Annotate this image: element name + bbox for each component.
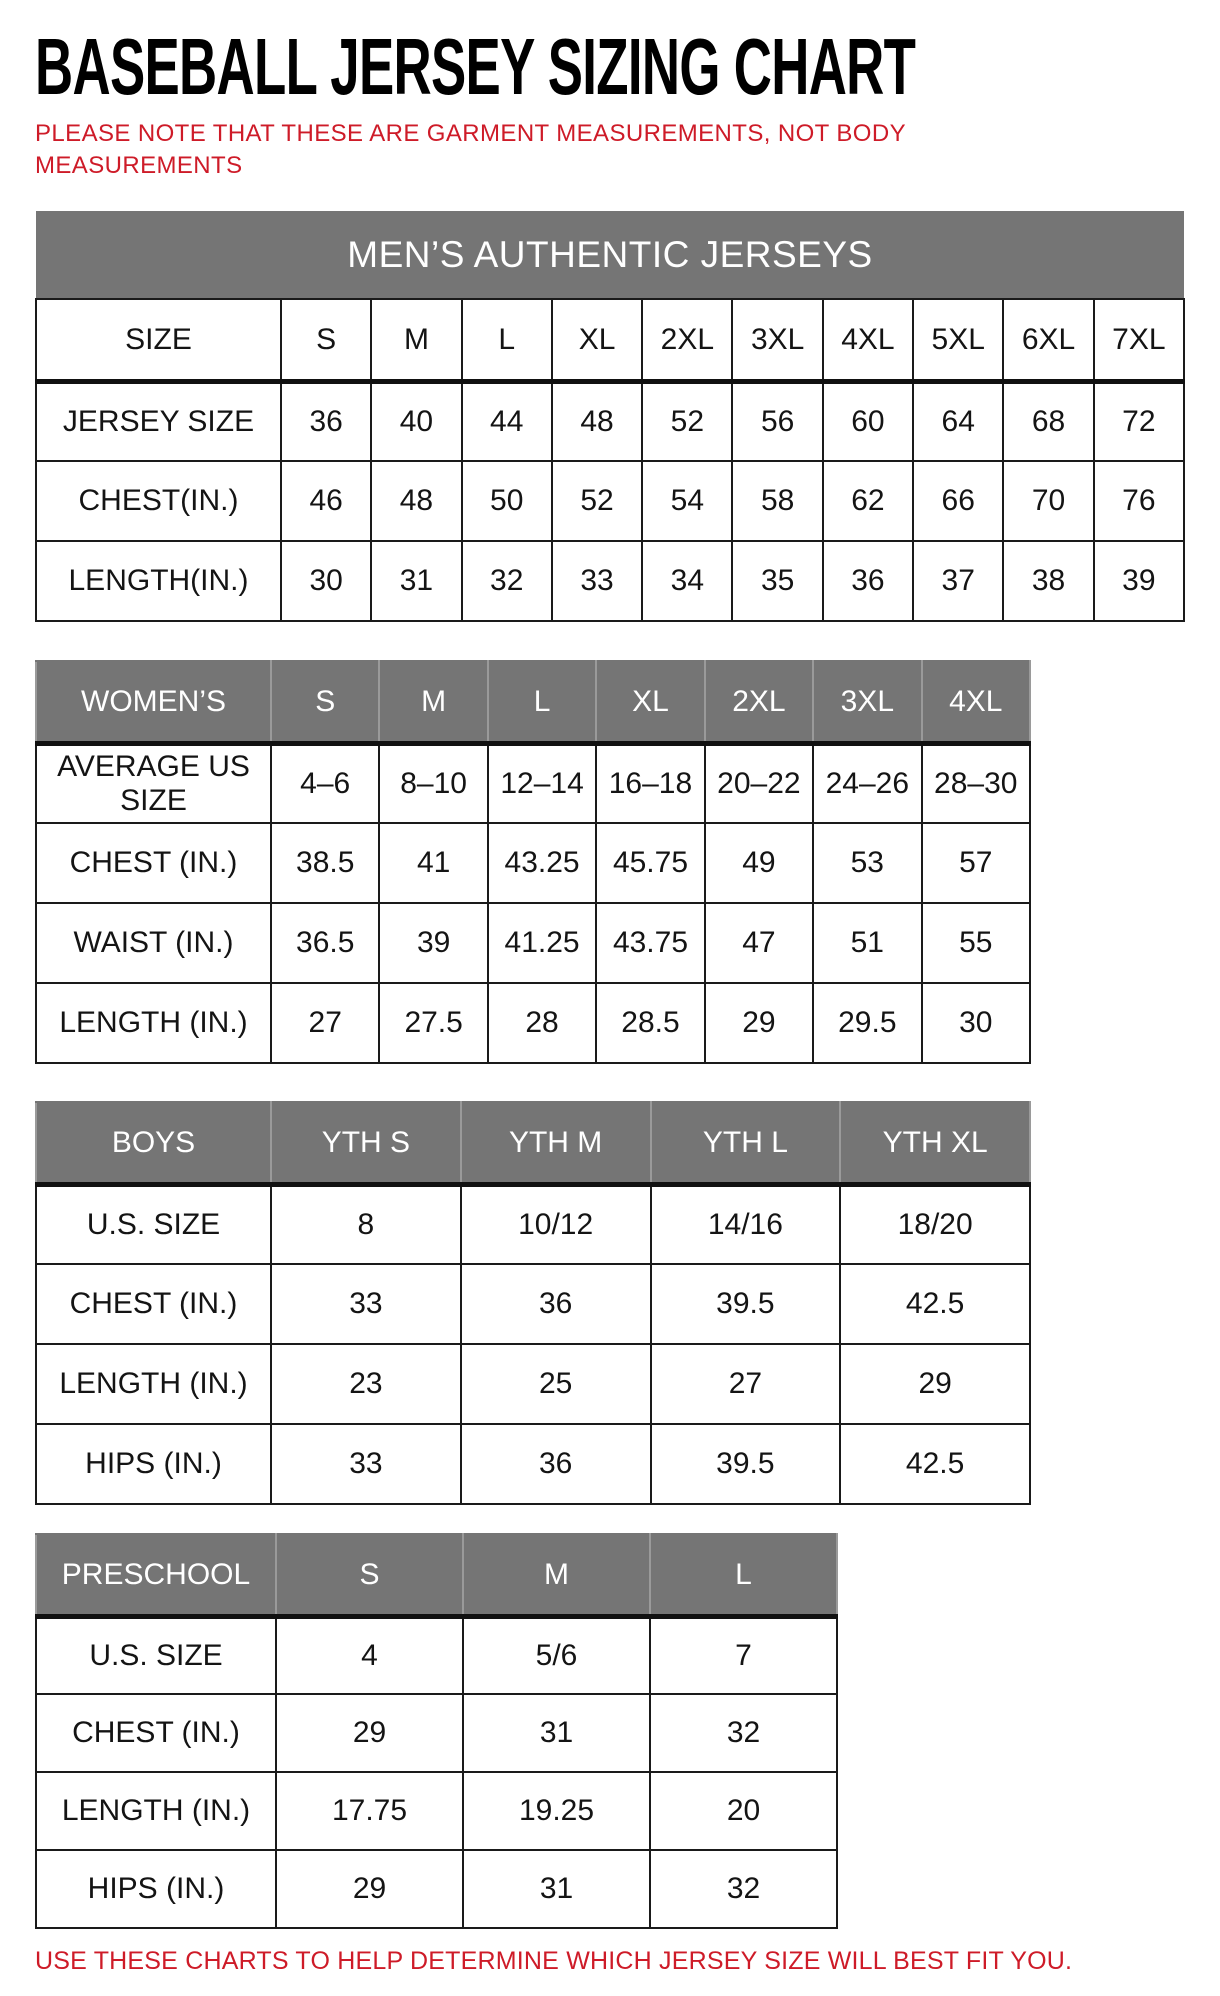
mens-authentic-jerseys-table xyxy=(35,211,1185,622)
size-column-header: S xyxy=(281,299,371,381)
measurement-cell: 36 xyxy=(461,1264,651,1344)
measurement-cell: 45.75 xyxy=(596,823,704,903)
measurement-cell: 62 xyxy=(823,461,913,541)
table-row xyxy=(36,1184,1030,1264)
row-label: WAIST (IN.) xyxy=(36,903,271,983)
measurement-cell: 33 xyxy=(552,541,642,621)
size-column-header: YTH S xyxy=(271,1102,461,1184)
size-column-header: 2XL xyxy=(642,299,732,381)
measurement-cell: 39.5 xyxy=(651,1264,841,1344)
measurement-cell: 72 xyxy=(1094,381,1184,461)
boys-sizing-table xyxy=(35,1101,1031,1505)
measurement-cell: 24–26 xyxy=(813,743,921,823)
measurement-cell: 53 xyxy=(813,823,921,903)
size-column-header: XL xyxy=(552,299,642,381)
table-header-row xyxy=(36,299,1184,381)
measurement-cell: 44 xyxy=(462,381,552,461)
measurement-cell: 18/20 xyxy=(840,1184,1030,1264)
row-label: AVERAGE US SIZE xyxy=(36,743,271,823)
table-row xyxy=(36,743,1030,823)
measurement-cell: 4–6 xyxy=(271,743,379,823)
measurement-cell: 29.5 xyxy=(813,983,921,1063)
size-column-header: S xyxy=(276,1534,463,1616)
measurement-cell: 33 xyxy=(271,1424,461,1504)
size-column-header: 4XL xyxy=(922,661,1030,743)
table-row xyxy=(36,1772,837,1850)
size-column-header: M xyxy=(371,299,461,381)
measurement-cell: 29 xyxy=(276,1850,463,1928)
table-header-row xyxy=(36,1102,1030,1184)
table-row xyxy=(36,1616,837,1694)
row-label: LENGTH (IN.) xyxy=(36,1772,276,1850)
measurement-cell: 48 xyxy=(371,461,461,541)
measurement-cell: 39 xyxy=(1094,541,1184,621)
row-label: JERSEY SIZE xyxy=(36,381,281,461)
measurement-cell: 46 xyxy=(281,461,371,541)
measurement-cell: 35 xyxy=(732,541,822,621)
measurement-cell: 47 xyxy=(705,903,813,983)
measurement-cell: 27 xyxy=(651,1344,841,1424)
table-row xyxy=(36,1344,1030,1424)
measurement-cell: 52 xyxy=(642,381,732,461)
table-banner-row xyxy=(36,211,1184,299)
measurement-cell: 49 xyxy=(705,823,813,903)
measurement-cell: 32 xyxy=(650,1850,837,1928)
measurement-cell: 12–14 xyxy=(488,743,596,823)
measurement-cell: 28–30 xyxy=(922,743,1030,823)
measurement-cell: 7 xyxy=(650,1616,837,1694)
measurement-cell: 5/6 xyxy=(463,1616,650,1694)
fit-advice-note: USE THESE CHARTS TO HELP DETERMINE WHICH JERSEY SIZE WILL BEST FIT YOU. xyxy=(35,1947,1073,1976)
page-title xyxy=(35,22,1185,111)
measurement-cell: 43.25 xyxy=(488,823,596,903)
measurement-cell: 54 xyxy=(642,461,732,541)
measurement-cell: 25 xyxy=(461,1344,651,1424)
measurement-cell: 37 xyxy=(913,541,1003,621)
size-column-header: L xyxy=(650,1534,837,1616)
measurement-cell: 28.5 xyxy=(596,983,704,1063)
measurement-cell: 14/16 xyxy=(651,1184,841,1264)
measurement-cell: 31 xyxy=(463,1694,650,1772)
table-row xyxy=(36,1694,837,1772)
header-label: BOYS xyxy=(36,1102,271,1184)
measurement-cell: 8 xyxy=(271,1184,461,1264)
row-label: LENGTH (IN.) xyxy=(36,1344,271,1424)
measurement-cell: 39 xyxy=(379,903,487,983)
table-header-row xyxy=(36,661,1030,743)
table-row xyxy=(36,903,1030,983)
size-column-header: 5XL xyxy=(913,299,1003,381)
measurement-cell: 36 xyxy=(823,541,913,621)
measurement-cell: 57 xyxy=(922,823,1030,903)
measurement-cell: 33 xyxy=(271,1264,461,1344)
row-label: CHEST(IN.) xyxy=(36,461,281,541)
measurement-cell: 29 xyxy=(840,1344,1030,1424)
table-row xyxy=(36,823,1030,903)
row-label: CHEST (IN.) xyxy=(36,1264,271,1344)
measurement-cell: 58 xyxy=(732,461,822,541)
measurement-cell: 70 xyxy=(1003,461,1093,541)
size-column-header: 2XL xyxy=(705,661,813,743)
measurement-cell: 8–10 xyxy=(379,743,487,823)
measurement-cell: 10/12 xyxy=(461,1184,651,1264)
measurement-cell: 36 xyxy=(281,381,371,461)
measurement-cell: 52 xyxy=(552,461,642,541)
measurement-cell: 60 xyxy=(823,381,913,461)
table-banner: MEN’S AUTHENTIC JERSEYS xyxy=(36,211,1184,299)
size-column-header: 6XL xyxy=(1003,299,1093,381)
measurement-cell: 34 xyxy=(642,541,732,621)
size-column-header: M xyxy=(379,661,487,743)
row-label: LENGTH (IN.) xyxy=(36,983,271,1063)
size-column-header: YTH L xyxy=(651,1102,841,1184)
measurement-cell: 64 xyxy=(913,381,1003,461)
measurement-cell: 27 xyxy=(271,983,379,1063)
measurement-cell: 19.25 xyxy=(463,1772,650,1850)
measurement-cell: 41 xyxy=(379,823,487,903)
size-column-header: 7XL xyxy=(1094,299,1184,381)
measurement-cell: 32 xyxy=(650,1694,837,1772)
measurement-cell: 43.75 xyxy=(596,903,704,983)
measurement-cell: 27.5 xyxy=(379,983,487,1063)
table-row xyxy=(36,541,1184,621)
row-label: HIPS (IN.) xyxy=(36,1424,271,1504)
measurement-cell: 29 xyxy=(705,983,813,1063)
size-column-header: L xyxy=(462,299,552,381)
measurement-cell: 17.75 xyxy=(276,1772,463,1850)
preschool-sizing-table xyxy=(35,1533,838,1929)
measurement-cell: 36.5 xyxy=(271,903,379,983)
size-column-header: YTH XL xyxy=(840,1102,1030,1184)
table-row xyxy=(36,381,1184,461)
measurement-cell: 20 xyxy=(650,1772,837,1850)
size-column-header: 3XL xyxy=(813,661,921,743)
measurement-cell: 55 xyxy=(922,903,1030,983)
measurement-cell: 42.5 xyxy=(840,1424,1030,1504)
measurement-cell: 50 xyxy=(462,461,552,541)
page-title-text: BASEBALL JERSEY SIZING CHART xyxy=(35,22,916,111)
measurement-cell: 48 xyxy=(552,381,642,461)
row-label: CHEST (IN.) xyxy=(36,823,271,903)
size-column-header: XL xyxy=(596,661,704,743)
measurement-cell: 41.25 xyxy=(488,903,596,983)
header-label: PRESCHOOL xyxy=(36,1534,276,1616)
measurement-cell: 31 xyxy=(463,1850,650,1928)
measurement-cell: 30 xyxy=(922,983,1030,1063)
row-label: U.S. SIZE xyxy=(36,1616,276,1694)
measurement-cell: 29 xyxy=(276,1694,463,1772)
row-label: U.S. SIZE xyxy=(36,1184,271,1264)
size-column-header: L xyxy=(488,661,596,743)
measurement-cell: 40 xyxy=(371,381,461,461)
measurement-cell: 56 xyxy=(732,381,822,461)
row-label: HIPS (IN.) xyxy=(36,1850,276,1928)
measurement-cell: 38.5 xyxy=(271,823,379,903)
measurement-cell: 4 xyxy=(276,1616,463,1694)
size-column-header: S xyxy=(271,661,379,743)
table-row xyxy=(36,1424,1030,1504)
header-label: WOMEN’S xyxy=(36,661,271,743)
measurement-cell: 36 xyxy=(461,1424,651,1504)
measurement-cell: 20–22 xyxy=(705,743,813,823)
table-header-row xyxy=(36,1534,837,1616)
measurement-cell: 16–18 xyxy=(596,743,704,823)
row-label: CHEST (IN.) xyxy=(36,1694,276,1772)
measurement-cell: 30 xyxy=(281,541,371,621)
measurement-cell: 42.5 xyxy=(840,1264,1030,1344)
measurement-cell: 68 xyxy=(1003,381,1093,461)
table-row xyxy=(36,1264,1030,1344)
measurement-cell: 23 xyxy=(271,1344,461,1424)
header-label: SIZE xyxy=(36,299,281,381)
table-row xyxy=(36,1850,837,1928)
measurement-cell: 38 xyxy=(1003,541,1093,621)
size-column-header: 4XL xyxy=(823,299,913,381)
size-column-header: YTH M xyxy=(461,1102,651,1184)
measurement-cell: 31 xyxy=(371,541,461,621)
measurement-cell: 51 xyxy=(813,903,921,983)
size-column-header: 3XL xyxy=(732,299,822,381)
garment-measurement-note: PLEASE NOTE THAT THESE ARE GARMENT MEASUREMENTS, NOT BODY MEASUREMENTS xyxy=(35,120,906,179)
size-column-header: M xyxy=(463,1534,650,1616)
measurement-cell: 28 xyxy=(488,983,596,1063)
measurement-cell: 39.5 xyxy=(651,1424,841,1504)
measurement-cell: 76 xyxy=(1094,461,1184,541)
measurement-cell: 66 xyxy=(913,461,1003,541)
measurement-cell: 32 xyxy=(462,541,552,621)
table-row xyxy=(36,461,1184,541)
womens-sizing-table xyxy=(35,660,1031,1064)
table-row xyxy=(36,983,1030,1063)
row-label: LENGTH(IN.) xyxy=(36,541,281,621)
